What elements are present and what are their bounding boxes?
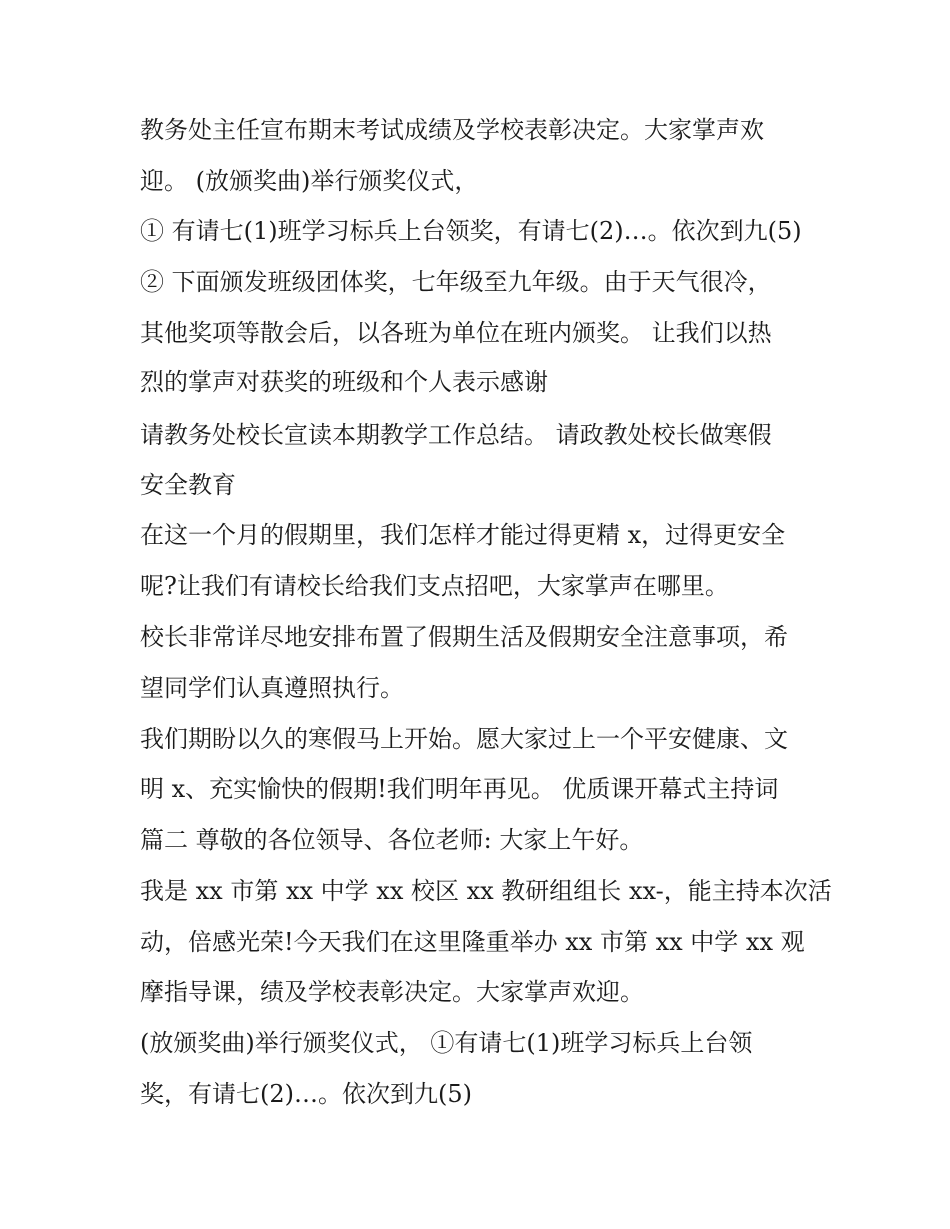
text-line: 奖，有请七(2)…。依次到九(5) bbox=[140, 1080, 472, 1108]
text-line: 摩指导课，绩及学校表彰决定。大家掌声欢迎。 bbox=[140, 978, 644, 1006]
text-line: ② 下面颁发班级团体奖，七年级至九年级。由于天气很冷， bbox=[140, 268, 772, 296]
text-line: 篇二 尊敬的各位领导、各位老师: 大家上午好。 bbox=[140, 826, 644, 854]
text-line: 教务处主任宣布期末考试成绩及学校表彰决定。大家掌声欢 bbox=[140, 116, 764, 144]
text-line: 其他奖项等散会后，以各班为单位在班内颁奖。 让我们以热 bbox=[140, 319, 772, 347]
text-line: (放颁奖曲)举行颁奖仪式， ①有请七(1)班学习标兵上台领 bbox=[140, 1029, 753, 1057]
text-line: 请教务处校长宣读本期教学工作总结。 请政教处校长做寒假 bbox=[140, 421, 772, 449]
text-line: 呢?让我们有请校长给我们支点招吧，大家掌声在哪里。 bbox=[140, 572, 729, 600]
text-line: 安全教育 bbox=[140, 471, 236, 499]
text-line: 明 x、充实愉快的假期!我们明年再见。 优质课开幕式主持词 bbox=[140, 775, 779, 803]
text-line: 校长非常详尽地安排布置了假期生活及假期安全注意事项，希 bbox=[140, 623, 788, 651]
text-line: 烈的掌声对获奖的班级和个人表示感谢 bbox=[140, 368, 548, 396]
text-line: 我是 xx 市第 xx 中学 xx 校区 xx 教研组组长 xx-，能主持本次活 bbox=[140, 877, 832, 905]
text-line: 在这一个月的假期里，我们怎样才能过得更精 x，过得更安全 bbox=[140, 521, 786, 549]
text-line: 动，倍感光荣!今天我们在这里隆重举办 xx 市第 xx 中学 xx 观 bbox=[140, 928, 805, 956]
text-line: 我们期盼以久的寒假马上开始。愿大家过上一个平安健康、文 bbox=[140, 725, 788, 753]
text-line: 望同学们认真遵照执行。 bbox=[140, 674, 404, 702]
text-line: 迎。 (放颁奖曲)举行颁奖仪式， bbox=[140, 167, 479, 195]
text-line: ① 有请七(1)班学习标兵上台领奖，有请七(2)…。依次到九(5) bbox=[140, 217, 802, 245]
